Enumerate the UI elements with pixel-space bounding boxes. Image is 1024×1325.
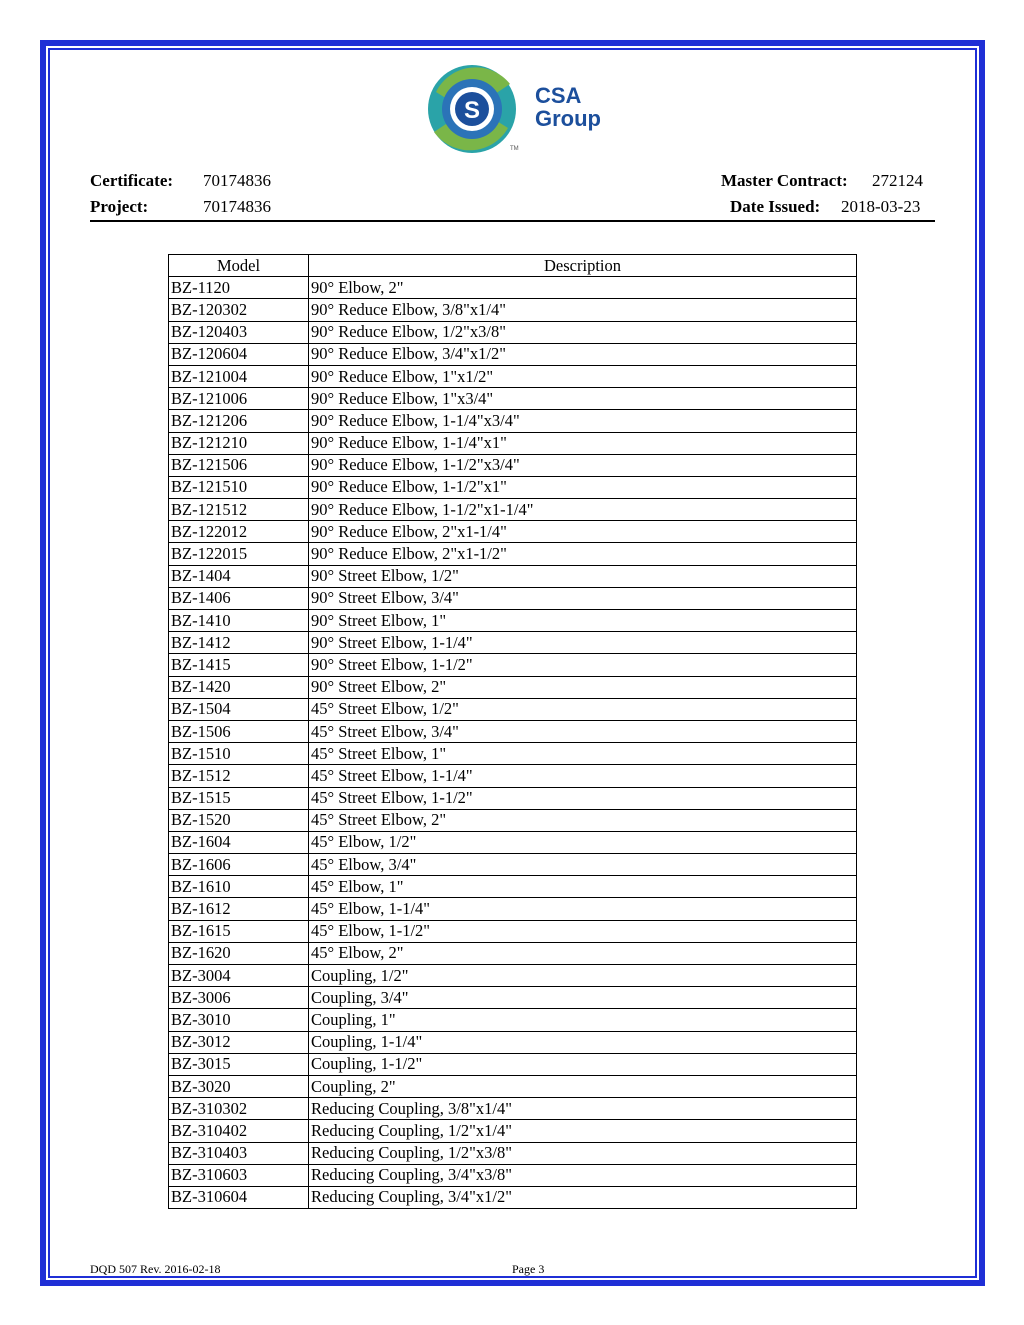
description-cell: Coupling, 3/4" [309,987,857,1009]
description-cell: 90° Street Elbow, 1" [309,610,857,632]
description-cell: 90° Reduce Elbow, 3/8"x1/4" [309,299,857,321]
table-row [169,499,857,521]
model-cell: BZ-1506 [169,720,309,742]
table-row [169,521,857,543]
description-cell: Reducing Coupling, 1/2"x1/4" [309,1120,857,1142]
model-cell: BZ-1406 [169,587,309,609]
description-cell: 45° Street Elbow, 2" [309,809,857,831]
table-row [169,454,857,476]
table-row [169,898,857,920]
table-row [169,1009,857,1031]
table-row [169,765,857,787]
table-header-row [169,255,857,277]
table-row [169,720,857,742]
description-cell: 90° Reduce Elbow, 1/2"x3/8" [309,321,857,343]
table-row [169,831,857,853]
svg-text:S: S [463,97,481,124]
table-row [169,654,857,676]
model-cell: BZ-1620 [169,942,309,964]
description-cell: 45° Street Elbow, 1-1/2" [309,787,857,809]
model-cell: BZ-1610 [169,876,309,898]
model-cell: BZ-120604 [169,343,309,365]
date-issued-value: 2018-03-23 [841,197,921,216]
table-row [169,1075,857,1097]
table-row [169,277,857,299]
logo-line1: CSA [535,83,582,108]
form-reference: DQD 507 Rev. 2016-02-18 [90,1262,221,1276]
description-cell: 45° Elbow, 1" [309,876,857,898]
description-cell: 45° Street Elbow, 3/4" [309,720,857,742]
model-cell: BZ-1420 [169,676,309,698]
logo-line2: Group [535,106,601,131]
model-cell: BZ-1412 [169,632,309,654]
model-cell: BZ-1404 [169,565,309,587]
table-row [169,1031,857,1053]
table-row [169,1053,857,1075]
description-cell: 90° Reduce Elbow, 1-1/2"x1-1/4" [309,499,857,521]
model-cell: BZ-122015 [169,543,309,565]
description-cell: 90° Street Elbow, 3/4" [309,587,857,609]
column-header-model: Model [169,255,309,277]
description-cell: 45° Street Elbow, 1-1/4" [309,765,857,787]
table-row [169,543,857,565]
table-row [169,1164,857,1186]
model-cell: BZ-310402 [169,1120,309,1142]
model-cell: BZ-121512 [169,499,309,521]
header-divider [90,220,935,222]
description-cell: 90° Reduce Elbow, 1"x3/4" [309,388,857,410]
description-cell: 90° Reduce Elbow, 1-1/4"x1" [309,432,857,454]
table-row [169,365,857,387]
model-cell: BZ-1515 [169,787,309,809]
master-contract-label: Master Contract: [721,171,848,190]
description-cell: 90° Reduce Elbow, 1-1/2"x3/4" [309,454,857,476]
model-cell: BZ-121206 [169,410,309,432]
model-cell: BZ-121510 [169,476,309,498]
description-cell: Coupling, 1/2" [309,965,857,987]
page-number: Page 3 [512,1262,545,1276]
description-cell: 45° Street Elbow, 1" [309,743,857,765]
model-cell: BZ-121004 [169,365,309,387]
csa-group-logo [422,62,607,157]
certificate-label: Certificate: [90,171,174,190]
table-row [169,476,857,498]
table-row [169,876,857,898]
table-row [169,942,857,964]
logo-tm: TM [510,146,519,152]
model-cell: BZ-120403 [169,321,309,343]
description-cell: Reducing Coupling, 3/4"x1/2" [309,1186,857,1208]
table-row [169,787,857,809]
model-cell: BZ-3015 [169,1053,309,1075]
table-row [169,632,857,654]
description-cell: Reducing Coupling, 3/4"x3/8" [309,1164,857,1186]
model-cell: BZ-1120 [169,277,309,299]
description-cell: 45° Elbow, 1/2" [309,831,857,853]
description-cell: 90° Street Elbow, 1-1/2" [309,654,857,676]
model-cell: BZ-122012 [169,521,309,543]
date-issued-label: Date Issued: [730,197,821,216]
table-row [169,1186,857,1208]
model-cell: BZ-1415 [169,654,309,676]
model-cell: BZ-310403 [169,1142,309,1164]
project-value: 70174836 [203,197,271,216]
description-cell: 90° Street Elbow, 1/2" [309,565,857,587]
table-row [169,388,857,410]
table-row [169,698,857,720]
models-table [168,254,857,1209]
model-cell: BZ-310302 [169,1098,309,1120]
description-cell: 90° Street Elbow, 2" [309,676,857,698]
table-row [169,1120,857,1142]
table-row [169,432,857,454]
description-cell: 90° Reduce Elbow, 1-1/4"x3/4" [309,410,857,432]
certificate-value: 70174836 [203,171,271,190]
project-label: Project: [90,197,149,216]
model-cell: BZ-1410 [169,610,309,632]
description-cell: Coupling, 1-1/4" [309,1031,857,1053]
description-cell: 45° Elbow, 1-1/4" [309,898,857,920]
description-cell: 45° Elbow, 3/4" [309,854,857,876]
model-cell: BZ-3020 [169,1075,309,1097]
table-row [169,565,857,587]
table-row [169,965,857,987]
model-cell: BZ-121506 [169,454,309,476]
model-cell: BZ-3010 [169,1009,309,1031]
model-cell: BZ-310603 [169,1164,309,1186]
model-cell: BZ-3006 [169,987,309,1009]
model-cell: BZ-3012 [169,1031,309,1053]
table-row [169,920,857,942]
description-cell: 45° Elbow, 2" [309,942,857,964]
model-cell: BZ-310604 [169,1186,309,1208]
model-cell: BZ-121210 [169,432,309,454]
description-cell: Coupling, 1-1/2" [309,1053,857,1075]
master-contract-value: 272124 [872,171,923,190]
table-row [169,854,857,876]
table-row [169,809,857,831]
description-cell: 90° Reduce Elbow, 2"x1-1/4" [309,521,857,543]
description-cell: Coupling, 1" [309,1009,857,1031]
model-cell: BZ-120302 [169,299,309,321]
model-cell: BZ-1615 [169,920,309,942]
table-row [169,299,857,321]
table-row [169,343,857,365]
model-cell: BZ-3004 [169,965,309,987]
model-cell: BZ-1520 [169,809,309,831]
table-row [169,321,857,343]
description-cell: Coupling, 2" [309,1075,857,1097]
model-cell: BZ-121006 [169,388,309,410]
description-cell: Reducing Coupling, 1/2"x3/8" [309,1142,857,1164]
model-cell: BZ-1512 [169,765,309,787]
description-cell: 90° Elbow, 2" [309,277,857,299]
model-cell: BZ-1612 [169,898,309,920]
model-cell: BZ-1606 [169,854,309,876]
table-row [169,610,857,632]
description-cell: 45° Street Elbow, 1/2" [309,698,857,720]
table-row [169,587,857,609]
description-cell: 90° Street Elbow, 1-1/4" [309,632,857,654]
model-cell: BZ-1604 [169,831,309,853]
table-row [169,676,857,698]
description-cell: Reducing Coupling, 3/8"x1/4" [309,1098,857,1120]
table-row [169,1098,857,1120]
model-cell: BZ-1504 [169,698,309,720]
table-row [169,1142,857,1164]
table-row [169,743,857,765]
description-cell: 90° Reduce Elbow, 1-1/2"x1" [309,476,857,498]
table-row [169,987,857,1009]
description-cell: 45° Elbow, 1-1/2" [309,920,857,942]
column-header-description: Description [309,255,857,277]
description-cell: 90° Reduce Elbow, 2"x1-1/2" [309,543,857,565]
model-cell: BZ-1510 [169,743,309,765]
table-row [169,410,857,432]
description-cell: 90° Reduce Elbow, 3/4"x1/2" [309,343,857,365]
description-cell: 90° Reduce Elbow, 1"x1/2" [309,365,857,387]
